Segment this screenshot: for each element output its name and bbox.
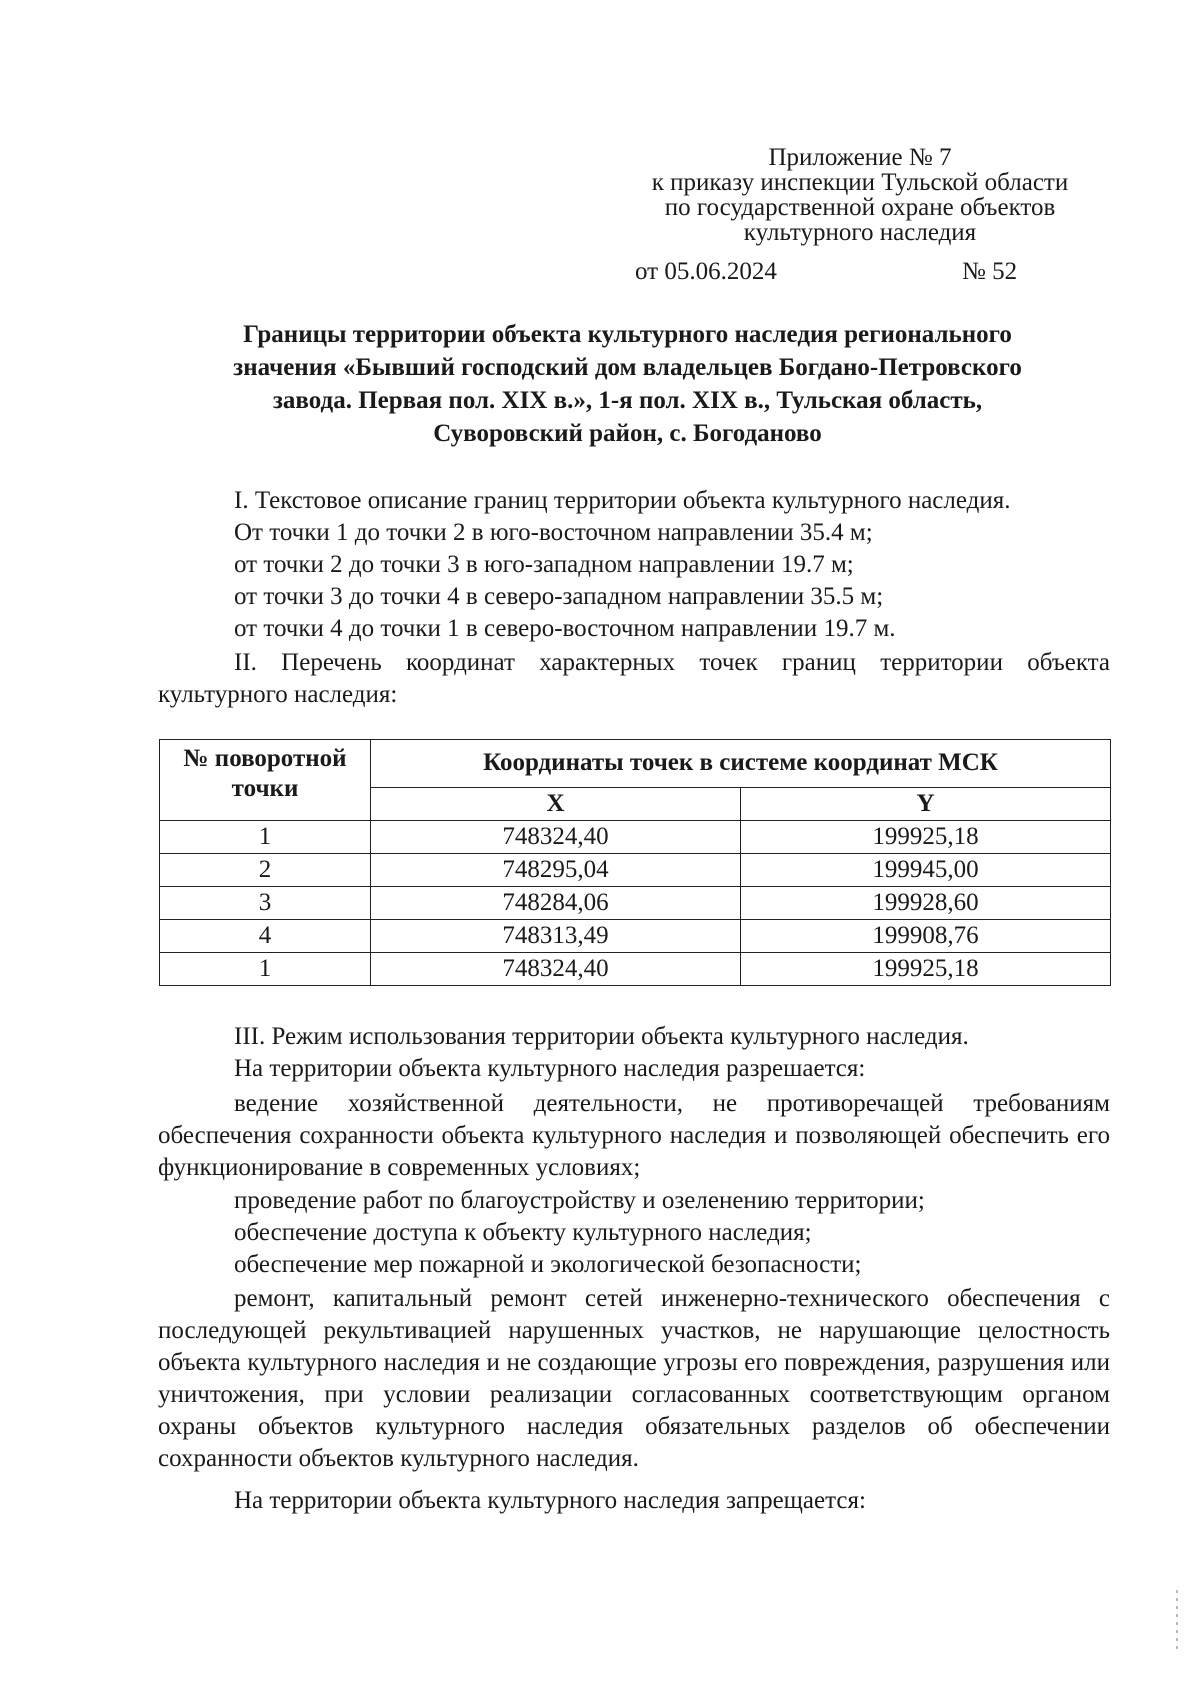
cell-y: 199925,18 bbox=[741, 953, 1111, 986]
allowed-item bbox=[158, 1088, 1110, 1184]
cell-x: 748313,49 bbox=[371, 920, 741, 953]
table-row bbox=[160, 920, 1111, 953]
appendix-line: к приказу инспекции Тульской области bbox=[651, 169, 1069, 196]
allowed-item bbox=[158, 1283, 1110, 1475]
forbidden-intro: На территории объекта культурного наследия запрещается: bbox=[234, 1487, 866, 1514]
title-line: Суворовский район, с. Богоданово bbox=[433, 420, 822, 447]
scan-artifact bbox=[1176, 1590, 1178, 1650]
cell-point: 2 bbox=[160, 854, 371, 887]
allowed-item-text: ведение хозяйственной деятельности, не противоречащей требованиям обеспечения сохранности объекта культурного наследия и позволяющей обеспечить его функционирование в современных условиях; bbox=[158, 1090, 1110, 1181]
allowed-item: обеспечение мер пожарной и экологической безопасности; bbox=[234, 1251, 862, 1278]
boundary-line: от точки 3 до точки 4 в северо-западном направлении 35.5 м; bbox=[234, 583, 884, 610]
cell-y: 199908,76 bbox=[741, 920, 1111, 953]
boundary-line: От точки 1 до точки 2 в юго-восточном направлении 35.4 м; bbox=[234, 519, 873, 546]
allowed-item: обеспечение доступа к объекту культурного наследия; bbox=[234, 1219, 812, 1246]
section1-heading: I. Текстовое описание границ территории объекта культурного наследия. bbox=[234, 487, 1011, 514]
table-row bbox=[160, 821, 1111, 854]
allowed-item-text: ремонт, капитальный ремонт сетей инженерно-технического обеспечения с последующей рекультивацией нарушенных участков, не нарушающие целостность объекта культурного наследия и не создающие угрозы его повреждения, разрушения или уничтожения, при условии реализации согласованных соответствующим органом охраны объектов культурного наследия обязательных разделов об обеспечении сохранности объектов культурного наследия. bbox=[158, 1285, 1110, 1472]
table-row bbox=[160, 854, 1111, 887]
cell-x: 748295,04 bbox=[371, 854, 741, 887]
title-line: Границы территории объекта культурного наследия регионального bbox=[243, 321, 1012, 348]
cell-point: 1 bbox=[160, 821, 371, 854]
allowed-item: проведение работ по благоустройству и озеленению территории; bbox=[234, 1187, 925, 1214]
boundary-line: от точки 2 до точки 3 в юго-западном направлении 19.7 м; bbox=[234, 551, 854, 578]
allowed-intro: На территории объекта культурного наследия разрешается: bbox=[234, 1055, 866, 1082]
boundary-line: от точки 4 до точки 1 в северо-восточном направлении 19.7 м. bbox=[234, 615, 896, 642]
appendix-header bbox=[600, 145, 1120, 245]
cell-x: 748324,40 bbox=[371, 953, 741, 986]
coordinates-table bbox=[159, 739, 1111, 986]
title-line: завода. Первая пол. XIX в.», 1-я пол. XIX в., Тульская область, bbox=[272, 387, 983, 414]
cell-x: 748324,40 bbox=[371, 821, 741, 854]
col-header-coords: Координаты точек в системе координат МСК bbox=[371, 740, 1111, 788]
section2-heading bbox=[158, 647, 1110, 711]
col-header-point: № поворотной точки bbox=[160, 740, 371, 821]
cell-point: 3 bbox=[160, 887, 371, 920]
cell-point: 1 bbox=[160, 953, 371, 986]
title-line: значения «Бывший господский дом владельцев Богдано-Петровского bbox=[233, 354, 1022, 381]
appendix-line: Приложение № 7 bbox=[768, 144, 952, 171]
cell-x: 748284,06 bbox=[371, 887, 741, 920]
order-number: № 52 bbox=[962, 258, 1018, 285]
document-title bbox=[150, 318, 1105, 450]
appendix-line: по государственной охране объектов bbox=[664, 194, 1056, 221]
section3-heading: III. Режим использования территории объекта культурного наследия. bbox=[234, 1023, 969, 1050]
table-row bbox=[160, 887, 1111, 920]
cell-y: 199925,18 bbox=[741, 821, 1111, 854]
cell-y: 199945,00 bbox=[741, 854, 1111, 887]
appendix-line: культурного наследия bbox=[743, 219, 977, 246]
col-header-y: Y bbox=[741, 787, 1111, 820]
order-date: от 05.06.2024 bbox=[635, 258, 777, 285]
cell-y: 199928,60 bbox=[741, 887, 1111, 920]
table-row bbox=[160, 953, 1111, 986]
cell-point: 4 bbox=[160, 920, 371, 953]
section2-heading-text: II. Перечень координат характерных точек границ территории объекта культурного наследия: bbox=[158, 649, 1110, 708]
col-header-x: X bbox=[371, 787, 741, 820]
